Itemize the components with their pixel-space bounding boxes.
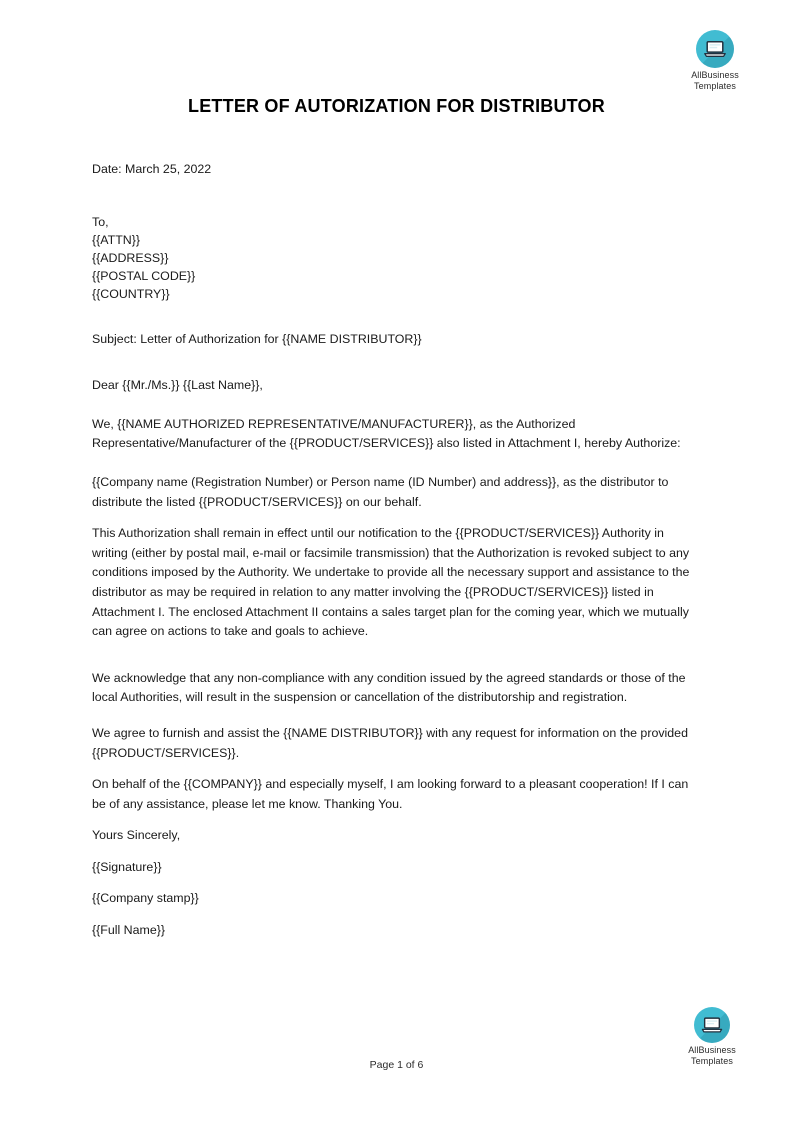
- paragraph-closing-remarks: On behalf of the {{COMPANY}} and especially myself, I am looking forward to a pleasant cooperation! If I can be of any assistance, please let me know. Thanking You.: [92, 777, 689, 811]
- recipient-postal-code: {{POSTAL CODE}}: [92, 268, 196, 283]
- recipient-country: {{COUNTRY}}: [92, 286, 170, 301]
- paragraph-authorization-validity: This Authorization shall remain in effect until our notification to the {{PRODUCT/SERVICES}} Authority in writing (either by postal mail, e-mail or facsimile transmission) that the Authorization is revoked subject to any conditions imposed by the Authority. We undertake to provide all the necessary support and assistance to the distributor as may be required in relation to any matter involving the {{PRODUCT/SERVICES}} listed in Attachment I. The enclosed Attachment II contains a sales target plan for the coming year, which we mutually can agree on actions to take and goals to achieve.: [92, 526, 690, 639]
- letter-body: [92, 160, 699, 941]
- brand-name-line2: Templates: [694, 81, 736, 91]
- closing-signature: {{Signature}}: [92, 859, 162, 874]
- brand-logo-footer: [657, 1007, 767, 1067]
- paragraph-distributor-details: {{Company name (Registration Number) or Person name (ID Number) and address}}, as the distributor to distribute the listed {{PRODUCT/SERVICES}} on our behalf.: [92, 474, 669, 509]
- laptop-icon: [694, 1007, 730, 1043]
- spacer: [92, 642, 699, 669]
- page-number: Page 1 of 6: [369, 1059, 424, 1071]
- subject-line: Subject: Letter of Authorization for {{NAME DISTRIBUTOR}}: [92, 331, 422, 346]
- brand-name: [660, 70, 770, 92]
- spacer: [92, 303, 699, 330]
- brand-name-line1: AllBusiness: [688, 1045, 736, 1055]
- spacer: [92, 909, 699, 921]
- spacer: [92, 396, 699, 415]
- page-title: LETTER OF AUTORIZATION FOR DISTRIBUTOR: [188, 96, 605, 116]
- paragraph-authorize-intro: We, {{NAME AUTHORIZED REPRESENTATIVE/MANUFACTURER}}, as the Authorized Representative/Manufacturer of the {{PRODUCT/SERVICES}} also listed in Attachment I, hereby Authorize:: [92, 416, 681, 451]
- closing-full-name: {{Full Name}}: [92, 923, 166, 938]
- spacer: [92, 349, 699, 376]
- spacer: [92, 708, 699, 724]
- salutation: Dear {{Mr./Ms.}} {{Last Name}},: [92, 378, 263, 393]
- brand-name-line1: AllBusiness: [691, 70, 739, 80]
- paragraph-non-compliance: We acknowledge that any non-compliance with any condition issued by the agreed standards or those of the local Authorities, will result in the suspension or cancellation of the distributorship and registration.: [92, 670, 686, 705]
- recipient-attn: {{ATTN}}: [92, 232, 140, 247]
- spacer: [92, 814, 699, 826]
- spacer: [92, 846, 699, 858]
- laptop-glyph: [704, 41, 726, 58]
- spacer: [92, 877, 699, 889]
- spacer: [92, 512, 699, 524]
- recipient-to-label: To,: [92, 214, 109, 229]
- spacer: [92, 180, 699, 213]
- spacer: [92, 763, 699, 775]
- recipient-address: {{ADDRESS}}: [92, 250, 169, 265]
- closing-sincerely: Yours Sincerely,: [92, 828, 181, 843]
- date-line: Date: March 25, 2022: [92, 162, 212, 176]
- paragraph-furnish-assist: We agree to furnish and assist the {{NAME DISTRIBUTOR}} with any request for information on the provided {{PRODUCT/SERVICES}}.: [92, 725, 688, 760]
- brand-logo-header: [660, 30, 770, 92]
- closing-company-stamp: {{Company stamp}}: [92, 891, 199, 906]
- laptop-glyph: [702, 1017, 723, 1033]
- laptop-icon: [696, 30, 734, 68]
- spacer: [92, 454, 699, 473]
- recipient-block: [92, 213, 699, 303]
- brand-name-line2: Templates: [691, 1056, 733, 1066]
